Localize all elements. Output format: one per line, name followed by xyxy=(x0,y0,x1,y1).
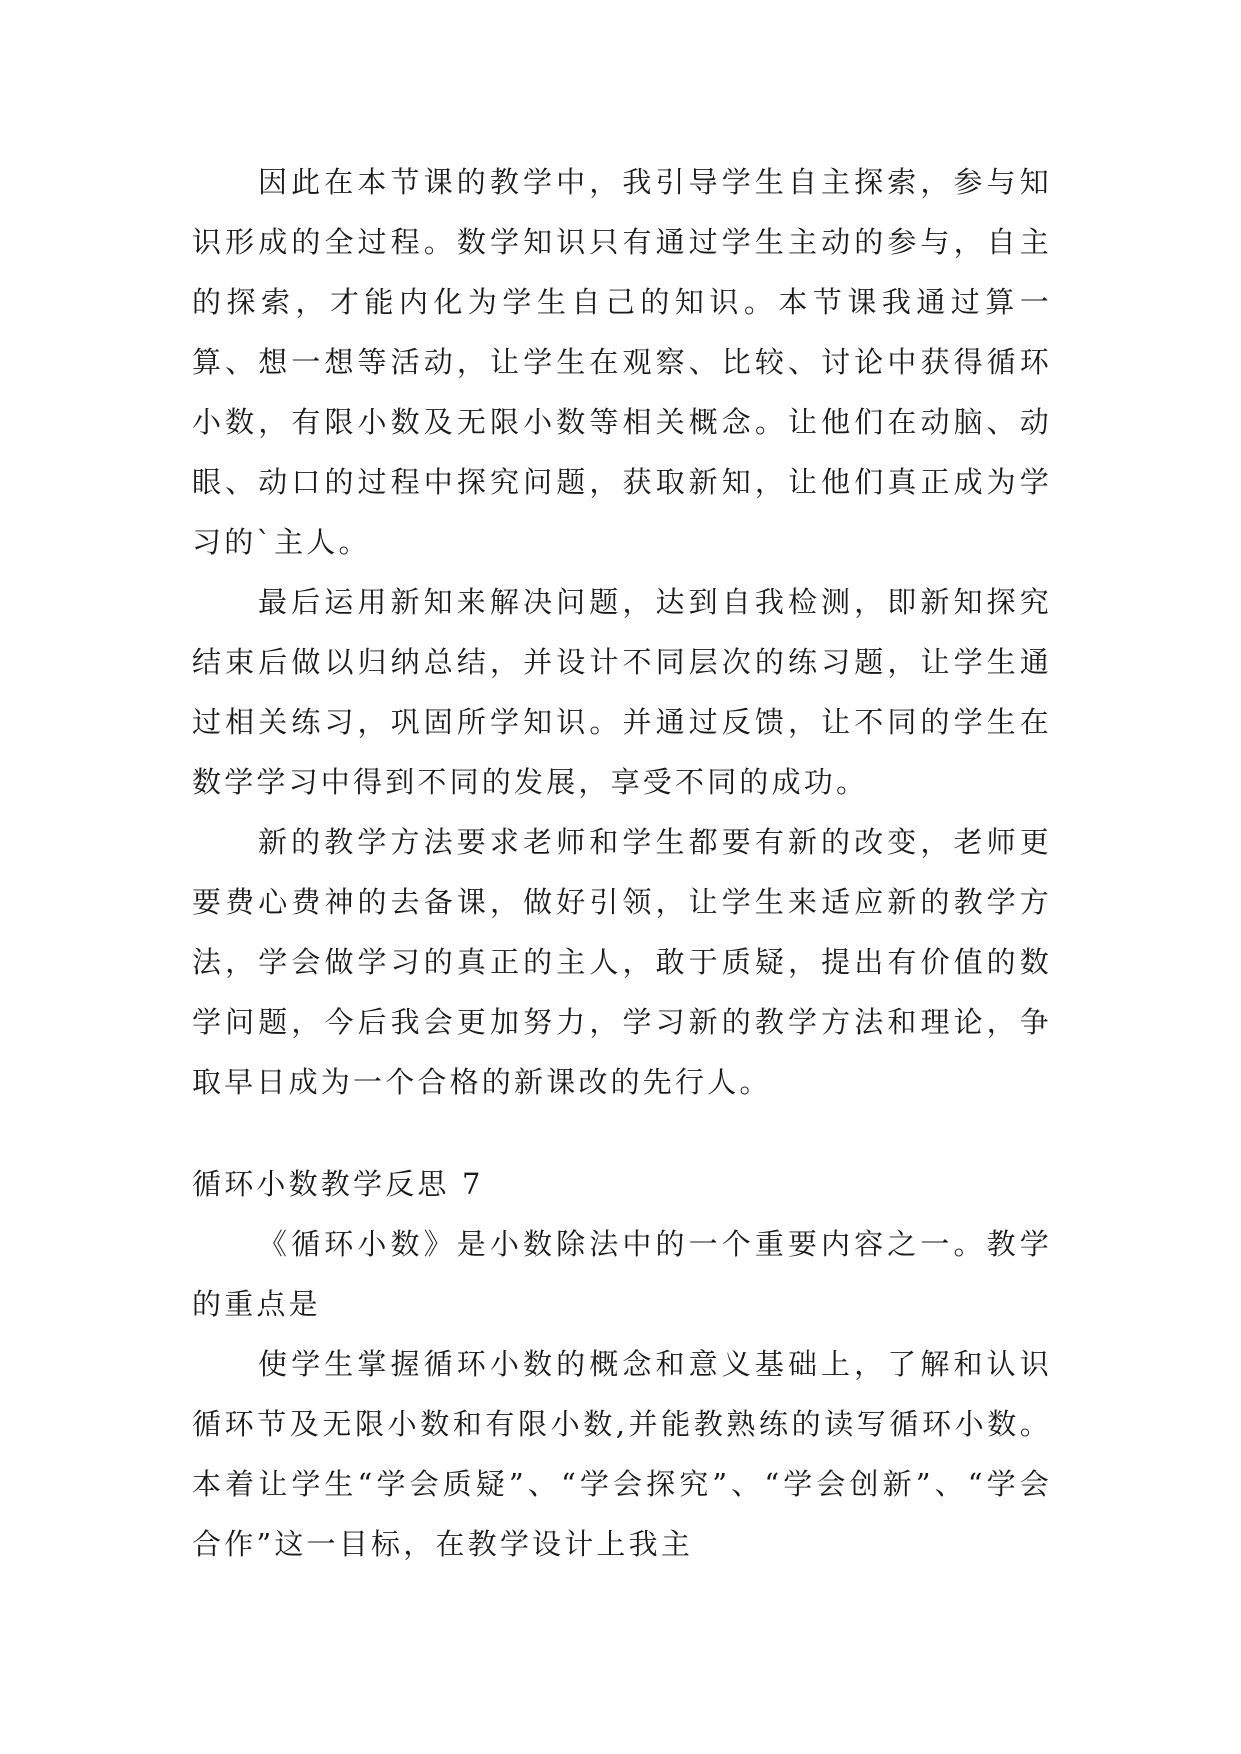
paragraph-new-teaching-method: 新的教学方法要求老师和学生都要有新的改变，老师更要费心费神的去备课，做好引领，让学生来适应新的教学方法，学会做学习的真正的主人，敢于质疑，提出有价值的数学问题，今后我会更加努力，学习新的教学方法和理论，争取早日成为一个合格的新课改的先行人。 xyxy=(192,825,1052,1099)
paragraph-apply-knowledge: 最后运用新知来解决问题，达到自我检测，即新知探究结束后做以归纳总结，并设计不同层次的练习题，让学生通过相关练习，巩固所学知识。并通过反馈，让不同的学生在数学学习中得到不同的发展，享受不同的成功。 xyxy=(192,585,1052,799)
section-title: 循环小数教学反思 7 xyxy=(192,1167,484,1201)
document-page xyxy=(192,152,1052,1574)
paragraph-self-exploration: 因此在本节课的教学中，我引导学生自主探索，参与知识形成的全过程。数学知识只有通过学生主动的参与，自主的探索，才能内化为学生自己的知识。本节课我通过算一算、想一想等活动，让学生在观察、比较、讨论中获得循环小数，有限小数及无限小数等相关概念。让他们在动脑、动眼、动口的过程中探究问题，获取新知，让他们真正成为学习的`主人。 xyxy=(192,165,1052,559)
paragraph-teaching-goals: 使学生掌握循环小数的概念和意义基础上，了解和认识循环节及无限小数和有限小数,并能教熟练的读写循环小数。本着让学生“学会质疑”、“学会探究”、“学会创新”、“学会合作”这一目标，在教学设计上我主 xyxy=(192,1347,1052,1561)
paragraph-recurring-decimal-intro: 《循环小数》是小数除法中的一个重要内容之一。教学的重点是 xyxy=(192,1227,1052,1321)
